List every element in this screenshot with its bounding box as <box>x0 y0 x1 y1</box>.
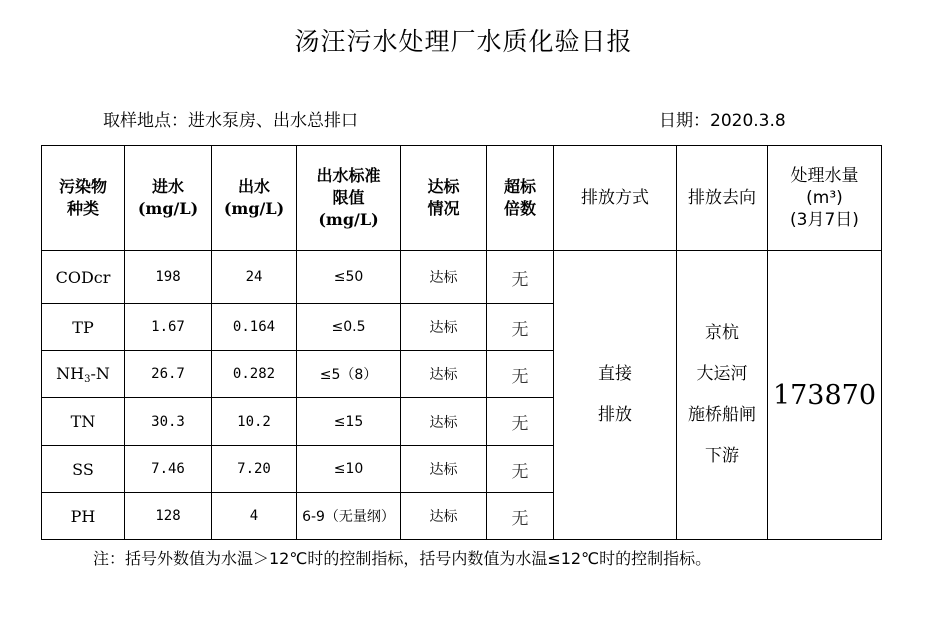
limit-value: 6-9（无量纲） <box>297 493 401 540</box>
report-date: 日期：2020.3.8 <box>659 111 786 131</box>
header-volume: 处理水量 (m³) (3月7日) <box>768 146 882 251</box>
report-title: 汤汪污水处理厂水质化验日报 <box>294 27 633 56</box>
pollutant-name: SS <box>42 446 125 493</box>
exceed-value: 无 <box>487 304 554 351</box>
outflow-value: 0.164 <box>212 304 297 351</box>
exceed-value: 无 <box>487 251 554 304</box>
discharge-dest-cell: 京杭 大运河 施桥船闸 下游 <box>677 251 768 540</box>
header-outflow: 出水 (mg/L) <box>212 146 297 251</box>
inflow-value: 7.46 <box>125 446 212 493</box>
pollutant-name: PH <box>42 493 125 540</box>
outflow-value: 10.2 <box>212 398 297 446</box>
pollutant-name: TN <box>42 398 125 446</box>
status-value: 达标 <box>401 304 487 351</box>
inflow-value: 26.7 <box>125 351 212 398</box>
volume-value: 173870 <box>768 251 882 540</box>
inflow-value: 198 <box>125 251 212 304</box>
discharge-mode-cell: 直接 排放 <box>554 251 677 540</box>
limit-value: ≤50 <box>297 251 401 304</box>
exceed-value: 无 <box>487 351 554 398</box>
header-limit: 出水标准 限值 (mg/L) <box>297 146 401 251</box>
pollutant-name: TP <box>42 304 125 351</box>
status-value: 达标 <box>401 493 487 540</box>
status-value: 达标 <box>401 351 487 398</box>
status-value: 达标 <box>401 398 487 446</box>
sampling-location: 取样地点：进水泵房、出水总排口 <box>103 111 358 131</box>
header-row <box>42 146 882 251</box>
table-row <box>42 251 882 304</box>
limit-value: ≤15 <box>297 398 401 446</box>
header-discharge-mode: 排放方式 <box>554 146 677 251</box>
pollutant-name: $NH_3-N$ <box>42 351 125 398</box>
inflow-value: 30.3 <box>125 398 212 446</box>
header-exceed: 超标 倍数 <box>487 146 554 251</box>
limit-value: ≤5（8） <box>297 351 401 398</box>
water-quality-table <box>41 145 882 540</box>
outflow-value: 24 <box>212 251 297 304</box>
limit-value: ≤10 <box>297 446 401 493</box>
header-inflow: 进水 (mg/L) <box>125 146 212 251</box>
pollutant-name: CODcr <box>42 251 125 304</box>
status-value: 达标 <box>401 251 487 304</box>
outflow-value: 4 <box>212 493 297 540</box>
footnote: 注：括号外数值为水温＞12℃时的控制指标，括号内数值为水温≤12℃时的控制指标。 <box>93 549 712 568</box>
header-discharge-dest: 排放去向 <box>677 146 768 251</box>
inflow-value: 128 <box>125 493 212 540</box>
inflow-value: 1.67 <box>125 304 212 351</box>
exceed-value: 无 <box>487 446 554 493</box>
status-value: 达标 <box>401 446 487 493</box>
header-status: 达标 情况 <box>401 146 487 251</box>
exceed-value: 无 <box>487 493 554 540</box>
header-pollutant: 污染物 种类 <box>42 146 125 251</box>
outflow-value: 7.20 <box>212 446 297 493</box>
limit-value: ≤0.5 <box>297 304 401 351</box>
exceed-value: 无 <box>487 398 554 446</box>
outflow-value: 0.282 <box>212 351 297 398</box>
